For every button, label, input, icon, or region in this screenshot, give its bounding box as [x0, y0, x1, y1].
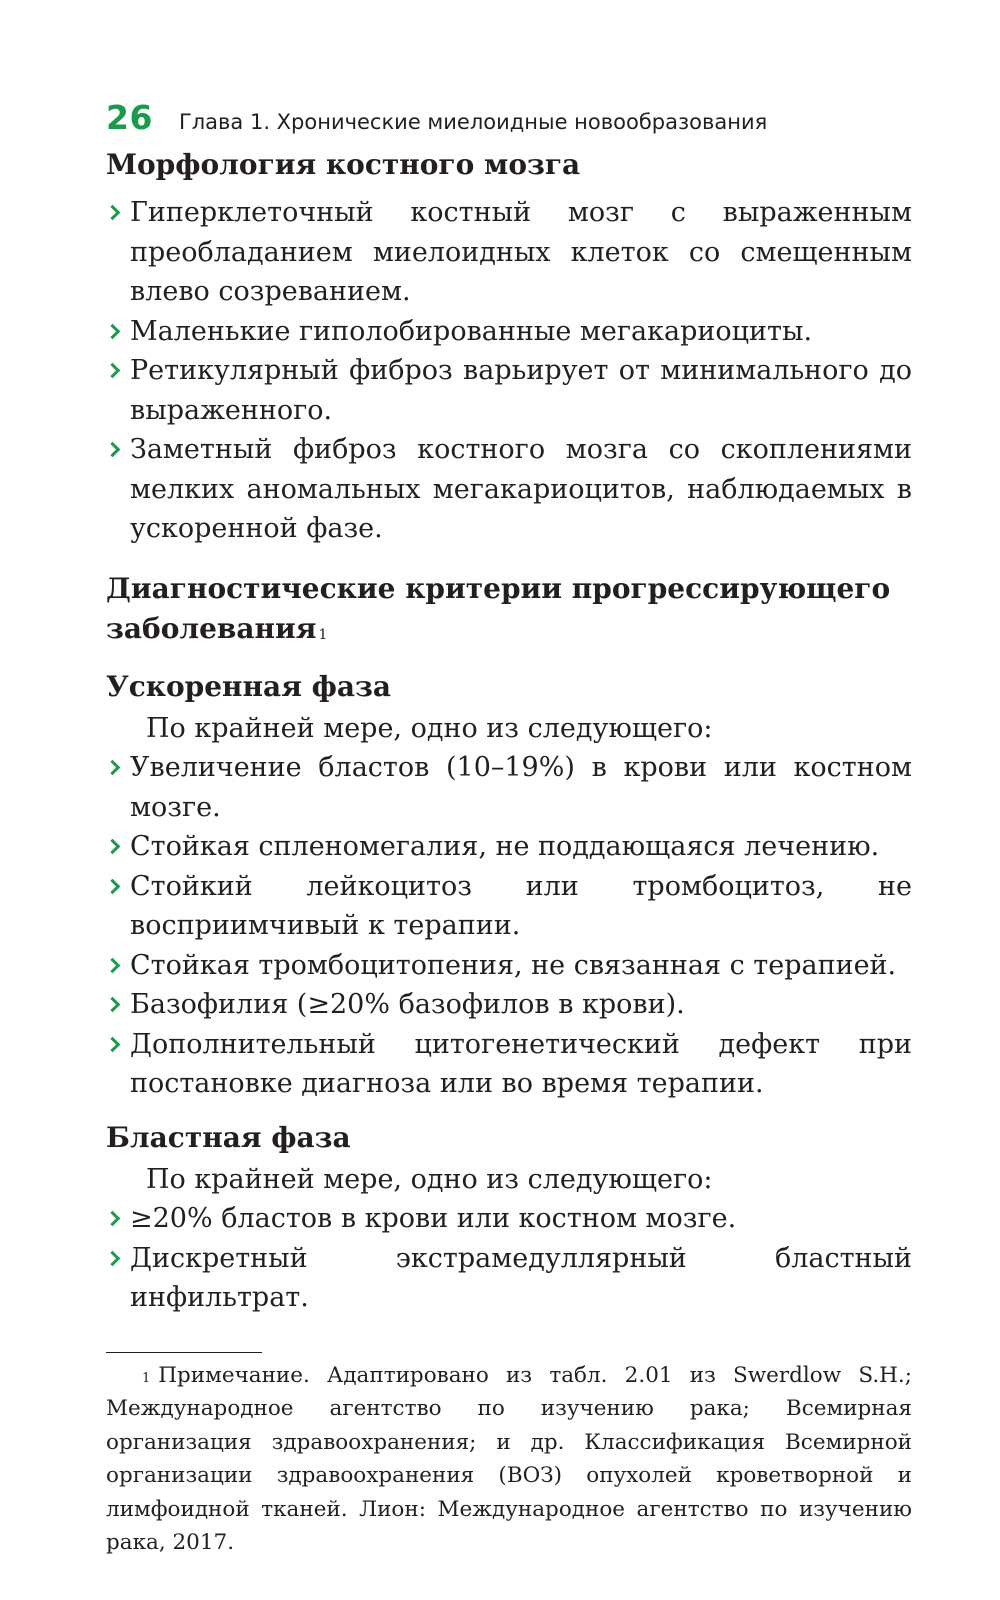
list-item-text: Стойкая спленомегалия, не поддающаяся лечению.	[130, 831, 880, 862]
page-header	[106, 98, 912, 137]
chevron-right-icon	[106, 1025, 122, 1065]
footnote	[106, 1359, 912, 1560]
list-item-text: Стойкий лейкоцитоз или тромбоцитоз, не восприимчивый к терапии.	[130, 870, 912, 941]
list-item	[106, 748, 912, 827]
chevron-right-icon	[106, 351, 122, 391]
list-item-text: Базофилия (≥20% базофилов в крови).	[130, 989, 685, 1020]
chevron-right-icon	[106, 985, 122, 1025]
chevron-right-icon	[106, 827, 122, 867]
running-title: Глава 1. Хронические миелоидные новообразования	[178, 110, 768, 134]
blast-intro: По крайней мере, одно из следующего:	[146, 1163, 713, 1195]
list-item	[106, 193, 912, 312]
list-item-text: Стойкая тромбоцитопения, не связанная с терапией.	[130, 949, 897, 981]
chevron-right-icon	[106, 1199, 122, 1239]
chevron-right-icon	[106, 946, 122, 986]
list-item	[106, 985, 912, 1025]
page	[106, 98, 912, 1560]
list-item-text: Ретикулярный фиброз варьирует от минимального до выраженного.	[130, 355, 912, 426]
chevron-right-icon	[106, 748, 122, 788]
list-item	[106, 867, 912, 946]
list-item-text: Дискретный экстрамедуллярный бластный инфильтрат.	[130, 1242, 912, 1313]
list-item	[106, 1025, 912, 1104]
accelerated-list	[106, 748, 912, 1104]
list-item	[106, 1239, 912, 1318]
chevron-right-icon	[106, 1239, 122, 1279]
section-title-diagnostic-criteria	[106, 569, 912, 649]
list-item-text: Гиперклеточный костный мозг с выраженным преобладанием миелоидных клеток со смещенным влево созреванием.	[130, 197, 912, 307]
footnote-divider	[106, 1352, 262, 1353]
accelerated-intro: По крайней мере, одно из следующего:	[146, 712, 713, 744]
footnote-text: Примечание. Адаптировано из табл. 2.01 из Swerdlow S.H.; Международное агентство по изучению рака; Всемирная организация здравоохранения; и др. Классификация Всемирной организации здравоохранения (ВОЗ) опухолей кроветворной и лимфоидной тканей. Лион: Международное агентство по изучению рака, 2017.	[106, 1362, 912, 1555]
chevron-right-icon	[106, 193, 122, 233]
list-item	[106, 946, 912, 986]
list-item-text: Маленькие гиполобированные мегакариоциты.	[130, 315, 813, 347]
list-item	[106, 351, 912, 430]
section-title-blast-phase: Бластная фаза	[106, 1120, 351, 1154]
diagnostic-title-text: Диагностические критерии прогрессирующего заболевания	[106, 571, 891, 645]
chevron-right-icon	[106, 430, 122, 470]
page-number: 26	[106, 98, 153, 137]
list-item	[106, 827, 912, 867]
list-item	[106, 1199, 912, 1239]
morphology-list	[106, 193, 912, 549]
chevron-right-icon	[106, 312, 122, 352]
list-item-text: ≥20% бластов в крови или костном мозге.	[130, 1203, 737, 1234]
list-item	[106, 312, 912, 352]
footnote-marker: 1	[142, 1370, 151, 1386]
footnote-reference[interactable]: 1	[318, 626, 328, 643]
section-title-accelerated-phase: Ускоренная фаза	[106, 669, 392, 703]
chevron-right-icon	[106, 867, 122, 907]
list-item	[106, 430, 912, 549]
list-item-text: Увеличение бластов (10–19%) в крови или костном мозге.	[130, 752, 912, 823]
list-item-text: Заметный фиброз костного мозга со скоплениями мелких аномальных мегакариоцитов, наблюдаемых в ускоренной фазе.	[130, 434, 912, 544]
section-title-morphology: Морфология костного мозга	[106, 148, 581, 181]
blast-list	[106, 1199, 912, 1318]
list-item-text: Дополнительный цитогенетический дефект при постановке диагноза или во время терапии.	[130, 1028, 912, 1099]
